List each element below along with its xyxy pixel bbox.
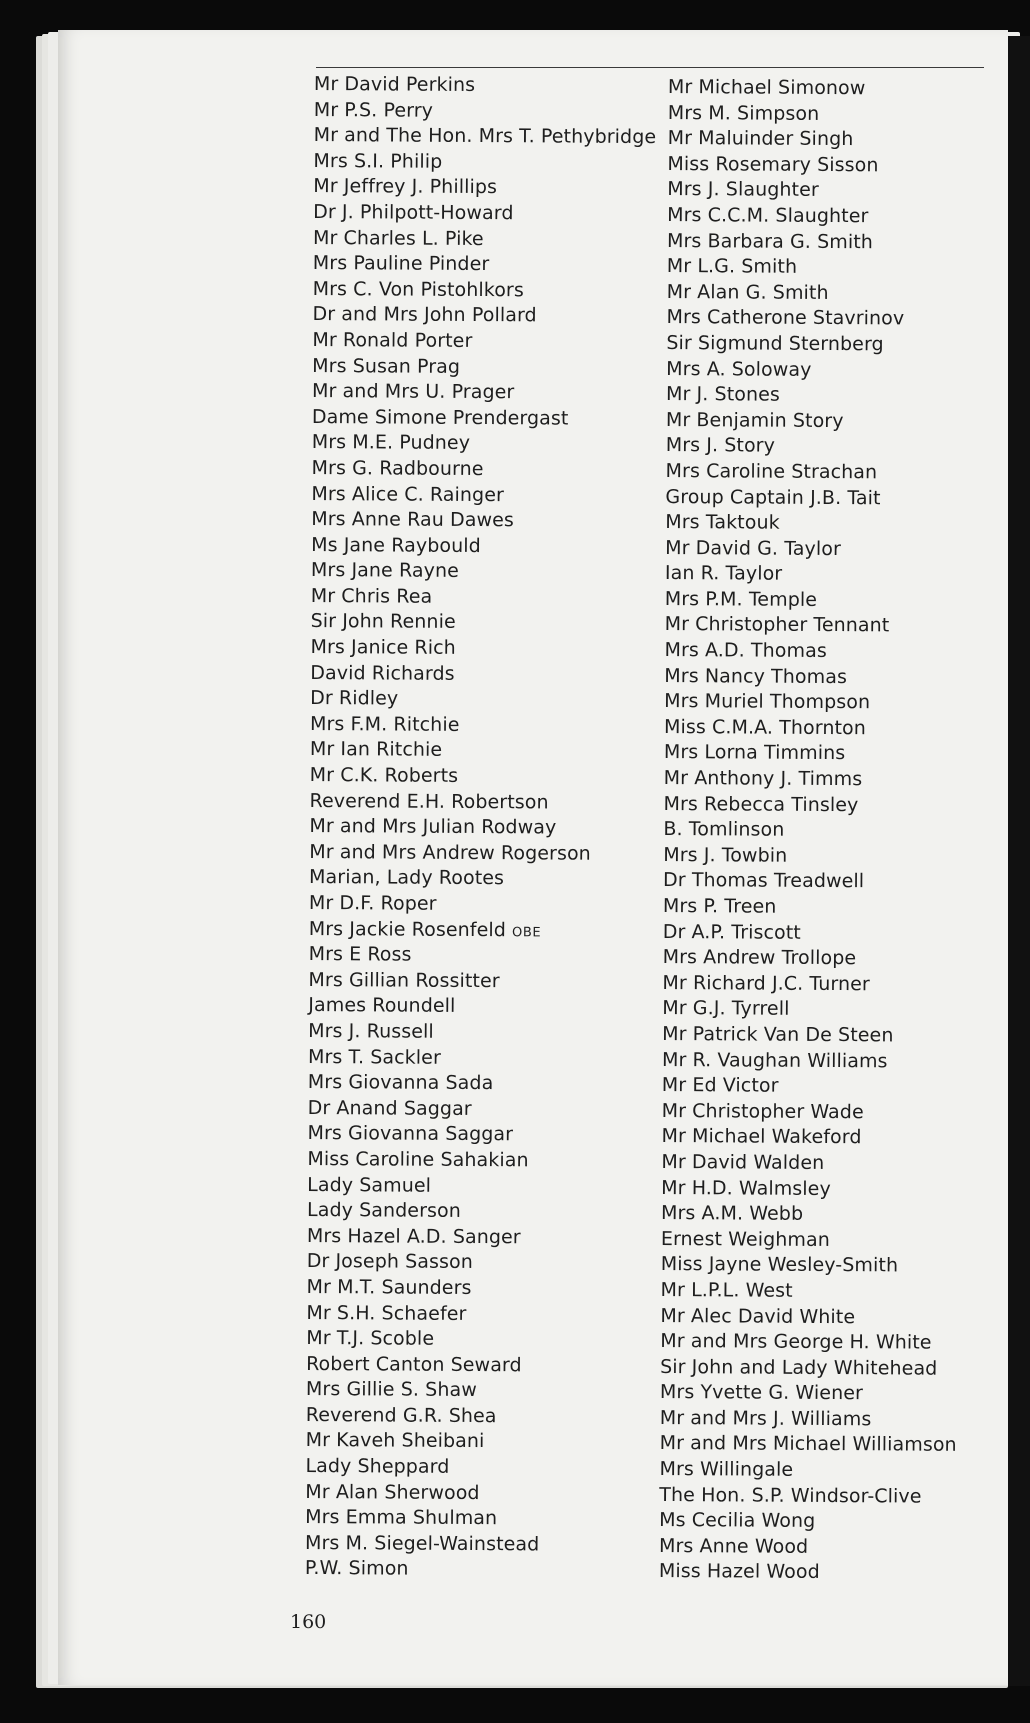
donor-name	[667, 280, 964, 307]
donor-name-text: Mr Kaveh Sheibani	[305, 1429, 485, 1453]
donor-list-right-column	[659, 75, 965, 1587]
donor-name-text: Mrs E Ross	[308, 943, 412, 966]
donor-name	[665, 536, 962, 563]
book-spine-shadow	[1008, 36, 1030, 1686]
donor-name	[310, 712, 653, 740]
header-rule	[316, 67, 984, 68]
donor-name-text: Mr J. Stones	[665, 383, 781, 406]
donor-name-text: Lady Sheppard	[305, 1455, 450, 1478]
donor-name	[662, 996, 959, 1023]
donor-name-text: Mr David G. Taylor	[665, 536, 841, 560]
donor-name-text: Mr P.S. Perry	[313, 98, 434, 122]
donor-name	[664, 638, 961, 665]
donor-name-text: Mrs Willingale	[659, 1458, 794, 1481]
donor-name	[659, 1508, 956, 1535]
donor-name	[660, 1278, 957, 1305]
donor-name	[309, 789, 652, 817]
donor-name	[660, 1329, 957, 1356]
donor-name	[306, 1377, 649, 1405]
donor-name-text: Dame Simone Prendergast	[311, 405, 569, 430]
donor-name-text: Dr Anand Saggar	[307, 1096, 472, 1120]
donor-name-text: Mrs Anne Wood	[658, 1534, 809, 1558]
donor-name	[313, 149, 656, 177]
donor-name-text: Mr Charles L. Pike	[312, 226, 484, 250]
donor-name-text: Mrs Jane Rayne	[310, 559, 459, 583]
donor-name-text: Mrs M. Siegel-Wainstead	[304, 1531, 540, 1556]
donor-name-text: Mr Michael Wakeford	[661, 1125, 862, 1149]
donor-name	[662, 1099, 959, 1126]
donor-name	[663, 894, 960, 921]
donor-name	[659, 1534, 956, 1561]
donor-name	[661, 1176, 958, 1203]
donor-name	[313, 251, 656, 279]
donor-name	[309, 865, 652, 893]
donor-name	[306, 1326, 649, 1354]
donor-name	[662, 971, 959, 998]
donor-name-text: Sir John and Lady Whitehead	[660, 1355, 938, 1380]
donor-name	[307, 1121, 650, 1149]
donor-name	[306, 1300, 649, 1328]
donor-name-text: Mr Benjamin Story	[665, 408, 844, 432]
donor-name-text: Ernest Weighman	[660, 1227, 831, 1251]
donor-name	[662, 1073, 959, 1100]
donor-name-text: The Hon. S.P. Windsor-Clive	[659, 1483, 922, 1508]
donor-name	[309, 814, 652, 842]
donor-name-text: Mr Richard J.C. Turner	[662, 971, 870, 996]
donor-name	[307, 1249, 650, 1277]
donor-name-text: Mrs J. Slaughter	[667, 178, 819, 202]
donor-name-text: Miss C.M.A. Thornton	[663, 715, 866, 740]
donor-name-text: Mrs F.M. Ritchie	[309, 712, 460, 736]
donor-name-text: Miss Rosemary Sisson	[667, 152, 879, 177]
donor-name	[305, 1480, 648, 1508]
donor-name	[305, 1454, 648, 1482]
donor-name	[660, 1380, 957, 1407]
donor-name-text: Mr Christopher Tennant	[664, 613, 890, 637]
donor-name-text: Marian, Lady Rootes	[309, 866, 505, 890]
donor-name-text: Mrs Caroline Strachan	[665, 459, 878, 484]
donor-name	[661, 1124, 958, 1151]
donor-name-text: Mrs Catherone Stavrinov	[666, 306, 905, 330]
donor-name	[310, 763, 653, 791]
donor-name-text: Mrs J. Towbin	[663, 843, 788, 867]
donor-name-text: Mrs Rebecca Tinsley	[663, 792, 859, 816]
donor-name	[308, 1045, 651, 1073]
donor-name-text: Mr and Mrs Andrew Rogerson	[309, 840, 591, 865]
donor-name	[660, 1303, 957, 1330]
donor-name-text: Mrs Giovanna Sada	[307, 1071, 494, 1095]
donor-name	[307, 1173, 650, 1201]
donor-name	[305, 1556, 648, 1584]
page-number: 160	[290, 1611, 327, 1633]
donor-name-text: Mrs P. Treen	[662, 894, 777, 918]
donor-name-text: Lady Samuel	[307, 1173, 432, 1197]
donor-name	[311, 584, 654, 612]
honour-suffix: OBE	[512, 924, 542, 940]
donor-name-text: Mr and Mrs U. Prager	[311, 380, 515, 404]
donor-name	[660, 1431, 957, 1458]
donor-name-text: Mrs P.M. Temple	[664, 587, 818, 611]
donor-name	[664, 740, 961, 767]
donor-name	[667, 203, 964, 230]
donor-name	[308, 993, 651, 1021]
donor-name-text: Ms Cecilia Wong	[659, 1509, 816, 1533]
donor-name-text: Mrs Alice C. Rainger	[311, 482, 505, 506]
donor-name	[311, 481, 654, 509]
donor-name-text: Mrs Hazel A.D. Sanger	[306, 1224, 521, 1249]
donor-name	[305, 1505, 648, 1533]
donor-name-text: Mrs M.E. Pudney	[311, 431, 471, 455]
donor-name	[307, 1147, 650, 1175]
donor-name	[309, 891, 652, 919]
donor-name	[667, 229, 964, 256]
donor-name-text: Mrs J. Russell	[308, 1019, 434, 1043]
donor-name-text: Mr Alec David White	[660, 1304, 856, 1328]
donor-name	[308, 968, 651, 996]
donor-name-text: Mrs T. Sackler	[307, 1045, 441, 1069]
donor-name	[667, 177, 964, 204]
donor-name	[662, 1022, 959, 1049]
donor-name-text: Mr Michael Simonow	[667, 75, 866, 100]
donor-name-text: Group Captain J.B. Tait	[665, 485, 881, 509]
donor-name-text: Mr Chris Rea	[310, 584, 433, 608]
donor-name-text: Lady Sanderson	[306, 1199, 461, 1223]
donor-name-text: Mr Jeffrey J. Phillips	[313, 175, 498, 199]
donor-name-text: Mr David Perkins	[313, 72, 476, 96]
donor-name	[665, 561, 962, 588]
donor-name-text: Mrs A. Soloway	[666, 357, 812, 381]
donor-name	[308, 1070, 651, 1098]
donor-name-text: Mr L.P.L. West	[660, 1278, 793, 1302]
donor-name	[305, 1531, 648, 1559]
donor-name	[664, 664, 961, 691]
donor-name-text: Mr D.F. Roper	[308, 891, 437, 915]
donor-name-text: Mr C.K. Roberts	[309, 764, 459, 787]
donor-name-text: Robert Canton Seward	[306, 1352, 522, 1376]
donor-name-text: Mrs C.C.M. Slaughter	[667, 203, 869, 228]
donor-name	[311, 456, 654, 484]
donor-name	[661, 1227, 958, 1254]
donor-name-text: Mrs Anne Rau Dawes	[311, 508, 515, 532]
donor-name	[665, 612, 962, 639]
donor-name	[659, 1483, 956, 1510]
donor-name	[310, 737, 653, 765]
donor-name-text: Mrs Andrew Trollope	[662, 946, 857, 970]
donor-name	[309, 917, 652, 945]
donor-name	[314, 123, 657, 151]
donor-name	[665, 587, 962, 614]
donor-name	[667, 254, 964, 281]
donor-name	[312, 354, 655, 382]
donor-name-text: Mrs G. Radbourne	[311, 456, 484, 480]
donor-name-text: Mrs M. Simpson	[667, 101, 820, 125]
donor-name	[668, 75, 965, 102]
donor-name	[663, 868, 960, 895]
donor-name-text: Mr and Mrs Julian Rodway	[309, 815, 557, 839]
donor-name-text: Mr Ian Ritchie	[309, 738, 443, 762]
donor-name	[309, 942, 652, 970]
donor-name-text: Reverend E.H. Robertson	[309, 789, 549, 814]
donor-name-text: Sir John Rennie	[310, 610, 456, 634]
donor-name	[661, 1252, 958, 1279]
donor-name-text: Mr Ed Victor	[661, 1074, 779, 1097]
donor-name-text: Mrs Barbara G. Smith	[666, 229, 874, 253]
donor-name	[310, 661, 653, 689]
donor-name	[663, 817, 960, 844]
donor-name	[660, 1355, 957, 1382]
donor-name-text: Mr and Mrs George H. White	[660, 1330, 932, 1354]
donor-name	[666, 305, 963, 332]
donor-name	[661, 1150, 958, 1177]
donor-name	[308, 1019, 651, 1047]
donor-name-text: Mrs Emma Shulman	[305, 1506, 498, 1530]
donor-name	[312, 430, 655, 458]
donor-name	[663, 945, 960, 972]
donor-name	[314, 72, 657, 100]
donor-name	[313, 174, 656, 202]
donor-name-text: Mrs C. Von Pistohlkors	[312, 277, 524, 302]
donor-name-text: Mr Alan G. Smith	[666, 280, 829, 304]
donor-name	[314, 98, 657, 126]
donor-name	[312, 328, 655, 356]
donor-name	[666, 331, 963, 358]
donor-name-text: Mr Christopher Wade	[661, 1099, 864, 1123]
donor-name	[666, 382, 963, 409]
donor-name	[663, 920, 960, 947]
donor-name	[666, 433, 963, 460]
donor-name	[310, 686, 653, 714]
donor-name-text: Mr G.J. Tyrrell	[662, 997, 790, 1021]
donor-name	[313, 226, 656, 254]
donor-name-text: James Roundell	[308, 994, 456, 1018]
donor-name-text: Mrs Pauline Pinder	[312, 252, 490, 276]
donor-name-text: Mrs J. Story	[665, 434, 776, 457]
donor-name-text: Dr A.P. Triscott	[662, 920, 801, 944]
donor-name-text: Mr L.G. Smith	[666, 255, 798, 278]
donor-name-text: Mr H.D. Walmsley	[661, 1176, 831, 1200]
donor-name	[307, 1224, 650, 1252]
donor-name-text: Mrs Lorna Timmins	[663, 741, 846, 765]
donor-name	[662, 1048, 959, 1075]
donor-name-text: Mrs S.I. Philip	[313, 149, 443, 173]
donor-name-text: Mr M.T. Saunders	[306, 1275, 472, 1299]
donor-name	[312, 405, 655, 433]
donor-name	[311, 609, 654, 637]
donor-name	[665, 510, 962, 537]
donor-name	[668, 101, 965, 128]
donor-name-text: Sir Sigmund Sternberg	[666, 331, 884, 356]
donor-name-text: Mr R. Vaughan Williams	[661, 1048, 888, 1072]
donor-name-text: Dr Joseph Sasson	[306, 1250, 474, 1274]
donor-name	[666, 357, 963, 384]
donor-name-text: Dr and Mrs John Pollard	[312, 303, 537, 327]
donor-name	[668, 126, 965, 153]
donor-name	[311, 558, 654, 586]
donor-name-text: Miss Caroline Sahakian	[307, 1147, 529, 1172]
donor-name-text: Ian R. Taylor	[664, 562, 783, 585]
donor-name-text: Mr S.H. Schaefer	[306, 1301, 467, 1325]
donor-name-text: P.W. Simon	[304, 1557, 409, 1581]
donor-name-text: Mr Maluinder Singh	[667, 127, 854, 151]
donor-list-left-column	[305, 72, 657, 1584]
donor-name	[667, 152, 964, 179]
donor-name	[664, 689, 961, 716]
donor-name	[310, 635, 653, 663]
donor-name	[309, 840, 652, 868]
donor-name-text: B. Tomlinson	[663, 818, 785, 841]
donor-name-text: Miss Jayne Wesley-Smith	[660, 1253, 899, 1277]
donor-name-text: Mrs Gillie S. Shaw	[305, 1378, 477, 1402]
donor-name	[664, 715, 961, 742]
donor-name-text: Mr and Mrs Michael Williamson	[659, 1432, 957, 1457]
donor-name-text: Mrs A.D. Thomas	[664, 639, 827, 663]
donor-name-text: Mr and The Hon. Mrs T. Pethybridge	[313, 124, 657, 149]
donor-name	[660, 1406, 957, 1433]
donor-name-text: Mrs Taktouk	[665, 511, 780, 534]
donor-name-text: Mr David Walden	[661, 1150, 825, 1174]
donor-name-text: Mrs Gillian Rossitter	[308, 968, 500, 992]
donor-name	[663, 792, 960, 819]
donor-name-text: Mr Anthony J. Timms	[663, 767, 863, 791]
donor-name	[663, 843, 960, 870]
donor-name-text: Mrs Muriel Thompson	[664, 690, 871, 714]
donor-name	[313, 277, 656, 305]
donor-name-text: Dr Thomas Treadwell	[663, 869, 865, 893]
donor-name-text: Mr T.J. Scoble	[306, 1327, 435, 1350]
donor-name	[308, 1096, 651, 1124]
donor-name-text: Mr Ronald Porter	[312, 328, 473, 352]
donor-name-text: Mrs Jackie Rosenfeld	[308, 917, 507, 941]
donor-name-text: Dr J. Philpott-Howard	[313, 200, 514, 225]
donor-name	[661, 1201, 958, 1228]
donor-name	[306, 1352, 649, 1380]
page	[58, 30, 1008, 1685]
donor-name	[306, 1403, 649, 1431]
donor-name-text: Mrs Nancy Thomas	[664, 664, 848, 688]
donor-name-text: Mrs Janice Rich	[310, 636, 456, 659]
donor-name	[306, 1275, 649, 1303]
donor-name	[311, 533, 654, 561]
donor-name	[665, 459, 962, 486]
donor-name-text: Mrs Giovanna Saggar	[307, 1122, 514, 1146]
donor-name	[664, 766, 961, 793]
donor-name	[312, 379, 655, 407]
donor-name-text: Reverend G.R. Shea	[305, 1403, 497, 1428]
donor-name-text: Mr Alan Sherwood	[305, 1480, 480, 1504]
donor-name	[659, 1559, 956, 1586]
donor-name-text: Mrs Susan Prag	[312, 354, 461, 378]
donor-name	[659, 1457, 956, 1484]
donor-name-text: Dr Ridley	[310, 687, 399, 710]
donor-name-text: Ms Jane Raybould	[311, 533, 481, 557]
donor-name-text: Miss Hazel Wood	[658, 1560, 820, 1584]
donor-name	[665, 484, 962, 511]
donor-name	[666, 408, 963, 435]
donor-name-text: Mr and Mrs J. Williams	[659, 1406, 872, 1431]
donor-name-text: David Richards	[310, 661, 455, 685]
donor-name-text: Mrs A.M. Webb	[660, 1202, 804, 1225]
donor-name	[313, 200, 656, 228]
donor-name	[307, 1198, 650, 1226]
donor-name-text: Mr Patrick Van De Steen	[662, 1022, 894, 1047]
donor-name	[306, 1428, 649, 1456]
donor-name-text: Mrs Yvette G. Wiener	[659, 1381, 864, 1405]
donor-name	[311, 507, 654, 535]
donor-name	[312, 302, 655, 330]
